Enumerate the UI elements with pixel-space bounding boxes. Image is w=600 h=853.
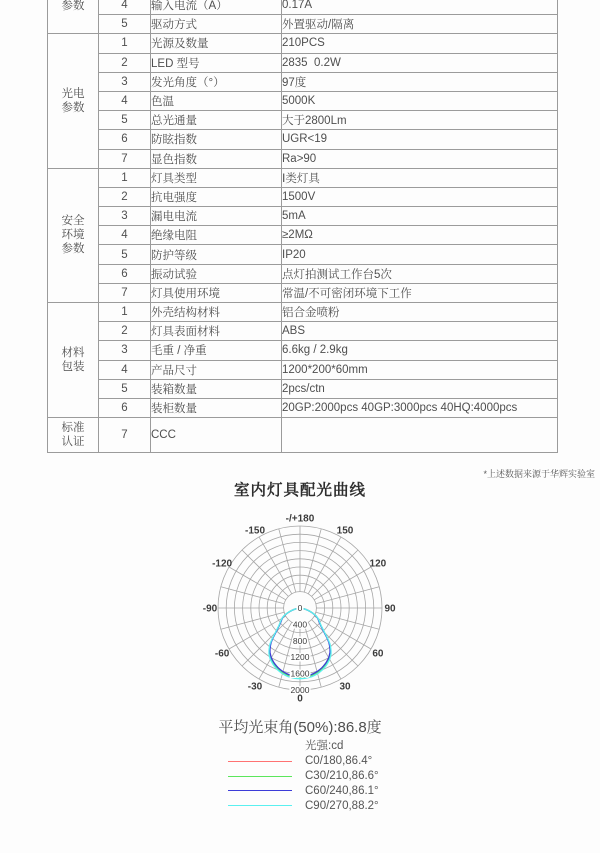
legend-label: C60/240,86.1°	[305, 784, 379, 797]
category-line: 光电	[61, 88, 85, 101]
category-cell	[48, 34, 99, 168]
angle-label: 60	[372, 648, 384, 660]
param-name-cell: 绝缘电阻	[151, 226, 282, 245]
category-line: 参数	[61, 102, 85, 115]
angle-label: 30	[339, 681, 351, 693]
category-cell	[48, 418, 99, 453]
param-name-cell: 振动试验	[151, 264, 282, 283]
param-name-cell: 防护等级	[151, 245, 282, 264]
param-value-cell: 外置驱动/隔离	[282, 15, 558, 34]
param-name-cell: 抗电强度	[151, 187, 282, 206]
legend-title: 光强:cd	[305, 740, 344, 752]
ring-label: 1200	[290, 652, 310, 663]
param-value-cell: 2pcs/ctn	[282, 379, 558, 398]
table-row	[48, 72, 558, 91]
table-row	[48, 130, 558, 149]
angle-label: -120	[212, 558, 233, 570]
param-value-cell: 97度	[282, 72, 558, 91]
table-row	[48, 303, 558, 322]
param-name-cell: 产品尺寸	[151, 360, 282, 379]
param-value-cell: 点灯拍测试工作台5次	[282, 264, 558, 283]
angle-label: -150	[244, 525, 266, 537]
data-source-footnote: *上述数据来源于华辉实验室	[483, 469, 595, 479]
category-line: 认证	[61, 436, 85, 449]
legend-line-swatch	[228, 805, 292, 806]
legend-label: C0/180,86.4°	[305, 755, 373, 768]
param-value-cell: 铝合金喷粉	[282, 303, 558, 322]
param-name-cell: 装箱数量	[151, 379, 282, 398]
legend-line-swatch	[228, 761, 292, 762]
category-line: 参数	[61, 243, 85, 256]
ring-label: 2000	[290, 685, 310, 695]
param-name-cell: 发光角度（°）	[151, 72, 282, 91]
legend-item	[228, 784, 468, 799]
row-number-cell: 6	[99, 398, 151, 417]
param-name-cell: 灯具使用环境	[151, 283, 282, 302]
row-number-cell: 2	[99, 322, 151, 341]
row-number-cell: 1	[99, 303, 151, 322]
spec-table	[47, 0, 558, 453]
table-row	[48, 111, 558, 130]
param-value-cell: 2835 0.2W	[282, 53, 558, 72]
legend-label: C90/270,88.2°	[305, 799, 379, 812]
row-number-cell: 4	[99, 226, 151, 245]
row-number-cell: 1	[99, 168, 151, 187]
row-number-cell: 1	[99, 34, 151, 53]
param-name-cell: LED 型号	[151, 53, 282, 72]
ring-label: 800	[292, 635, 308, 646]
row-number-cell: 5	[99, 245, 151, 264]
ring-label: 1600	[290, 668, 310, 679]
table-row	[48, 15, 558, 34]
angle-label: -/+180	[285, 513, 315, 525]
param-name-cell: 色温	[151, 91, 282, 110]
param-name-cell: 毛重 / 净重	[151, 341, 282, 360]
param-name-cell: 光源及数量	[151, 34, 282, 53]
param-name-cell: 驱动方式	[151, 15, 282, 34]
row-number-cell: 4	[99, 360, 151, 379]
legend-item	[228, 769, 468, 784]
row-number-cell: 7	[99, 149, 151, 168]
row-number-cell: 2	[99, 187, 151, 206]
angle-label: -30	[247, 681, 263, 693]
param-value-cell: 1200*200*60mm	[282, 360, 558, 379]
row-number-cell: 7	[99, 283, 151, 302]
param-value-cell: IP20	[282, 245, 558, 264]
table-row	[48, 283, 558, 302]
row-number-cell: 6	[99, 130, 151, 149]
param-value-cell: 大于2800Lm	[282, 111, 558, 130]
param-value-cell: 5000K	[282, 91, 558, 110]
table-row	[48, 418, 558, 453]
table-row	[48, 34, 558, 53]
angle-label: -60	[214, 648, 230, 660]
row-number-cell: 2	[99, 53, 151, 72]
category-cell	[48, 0, 99, 34]
param-value-cell: Ⅰ类灯具	[282, 168, 558, 187]
param-value-cell: 6.6kg / 2.9kg	[282, 341, 558, 360]
table-row	[48, 341, 558, 360]
legend-line-swatch	[228, 776, 292, 777]
ring-label: 0	[297, 603, 303, 613]
category-line: 材料	[61, 347, 85, 360]
table-row	[48, 187, 558, 206]
param-value-cell: 20GP:2000pcs 40GP:3000pcs 40HQ:4000pcs	[282, 398, 558, 417]
param-name-cell: 显色指数	[151, 149, 282, 168]
category-line: 包装	[61, 361, 85, 374]
row-number-cell: 7	[99, 418, 151, 453]
row-number-cell: 4	[99, 91, 151, 110]
table-row	[48, 398, 558, 417]
category-line: 标准	[61, 422, 85, 435]
param-value-cell: 5mA	[282, 207, 558, 226]
param-value-cell: UGR<19	[282, 130, 558, 149]
param-name-cell: 漏电电流	[151, 207, 282, 226]
param-name-cell: 灯具表面材料	[151, 322, 282, 341]
legend-item	[228, 754, 468, 769]
angle-label: -90	[202, 603, 218, 615]
param-value-cell: 常温/不可密闭环境下工作	[282, 283, 558, 302]
spec-table-wrap	[47, 0, 558, 453]
row-number-cell: 5	[99, 379, 151, 398]
category-cell	[48, 303, 99, 418]
row-number-cell: 5	[99, 111, 151, 130]
table-row	[48, 207, 558, 226]
angle-label: 0	[297, 693, 303, 705]
row-number-cell: 5	[99, 15, 151, 34]
angle-label: 120	[369, 558, 387, 570]
table-row	[48, 91, 558, 110]
legend-label: C30/210,86.6°	[305, 770, 379, 783]
angle-label: 150	[336, 525, 354, 537]
param-value-cell: ABS	[282, 322, 558, 341]
row-number-cell: 6	[99, 264, 151, 283]
photometric-polar-chart	[0, 500, 600, 720]
param-name-cell: CCC	[151, 418, 282, 453]
param-name-cell: 装柜数量	[151, 398, 282, 417]
param-value-cell: 1500V	[282, 187, 558, 206]
beam-angle-text: 平均光束角(50%):86.8度	[218, 719, 382, 736]
table-row	[48, 322, 558, 341]
param-name-cell: 灯具类型	[151, 168, 282, 187]
row-number-cell: 3	[99, 207, 151, 226]
ring-label: 400	[292, 619, 308, 630]
chart-title: 室内灯具配光曲线	[233, 482, 366, 499]
param-value-cell: 210PCS	[282, 34, 558, 53]
table-row	[48, 53, 558, 72]
row-number-cell: 3	[99, 341, 151, 360]
table-row	[48, 0, 558, 15]
table-row	[48, 379, 558, 398]
category-line: 安全	[61, 215, 85, 228]
table-row	[48, 264, 558, 283]
table-row	[48, 360, 558, 379]
param-value-cell: 0.17A	[282, 0, 558, 15]
legend-rows	[228, 754, 468, 813]
table-row	[48, 149, 558, 168]
table-row	[48, 245, 558, 264]
legend-line-swatch	[228, 790, 292, 791]
legend-item	[228, 798, 468, 813]
category-line: 参数	[61, 0, 85, 12]
chart-legend	[228, 739, 468, 813]
category-cell	[48, 168, 99, 302]
param-name-cell: 外壳结构材料	[151, 303, 282, 322]
param-value-cell	[282, 418, 558, 453]
table-row	[48, 168, 558, 187]
table-row	[48, 226, 558, 245]
angle-label: 90	[384, 603, 396, 615]
param-name-cell: 输入电流（A）	[151, 0, 282, 15]
param-value-cell: Ra>90	[282, 149, 558, 168]
row-number-cell: 4	[99, 0, 151, 15]
param-name-cell: 总光通量	[151, 111, 282, 130]
category-line: 环境	[61, 229, 85, 242]
param-value-cell: ≥2MΩ	[282, 226, 558, 245]
param-name-cell: 防眩指数	[151, 130, 282, 149]
row-number-cell: 3	[99, 72, 151, 91]
